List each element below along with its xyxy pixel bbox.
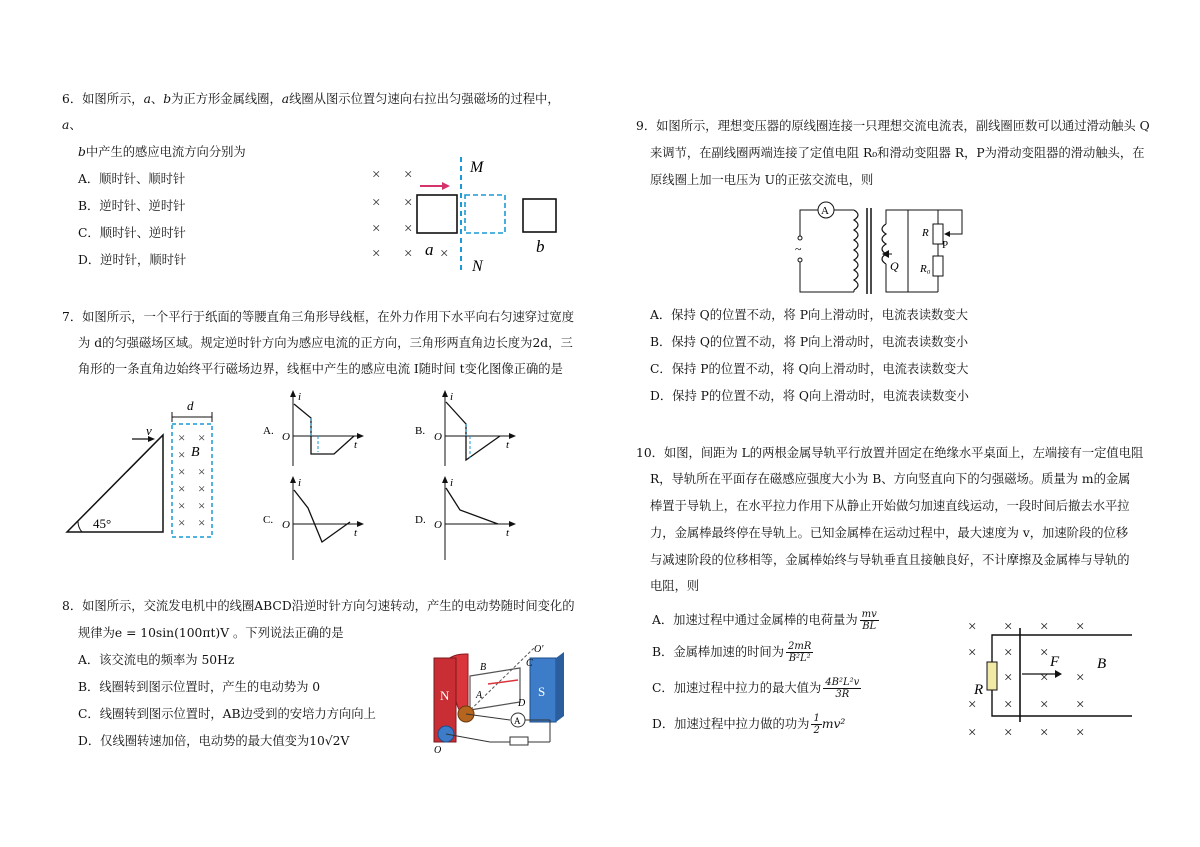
q10-stem-line6: 电阻，则 xyxy=(650,579,700,593)
graph-d-label: D. xyxy=(415,514,426,526)
svg-text:×: × xyxy=(968,725,977,741)
svg-text:×: × xyxy=(1040,619,1049,635)
q10-option-a: A．加速过程中通过金属棒的电荷量为 $\frac{mv}{BL}$ xyxy=(652,609,877,632)
svg-text:×: × xyxy=(198,464,206,479)
q9-option-c: C．保持 P的位置不动，将 Q向上滑动时，电流表读数变大 xyxy=(650,362,969,376)
svg-text:t: t xyxy=(354,527,358,539)
q9-option-d: D．保持 P的位置不动，将 Q向上滑动时，电流表读数变小 xyxy=(650,389,969,403)
svg-text:×: × xyxy=(1004,670,1013,686)
svg-text:×: × xyxy=(1076,725,1085,741)
velocity-arrowhead xyxy=(442,182,450,190)
svg-text:×: × xyxy=(178,430,186,445)
svg-text:×: × xyxy=(372,167,381,183)
q10-option-d: D．加速过程中拉力做的功为 $\frac{1}{2}$ mv² xyxy=(652,713,846,736)
label-n: N xyxy=(440,688,450,703)
svg-text:×: × xyxy=(1004,697,1013,713)
svg-text:×: × xyxy=(1040,697,1049,713)
svg-text:R: R xyxy=(922,227,929,239)
svg-text:×: × xyxy=(968,697,977,713)
svg-text:O': O' xyxy=(534,644,544,655)
q6-option-a: A．顺时针、顺时针 xyxy=(78,172,186,186)
graph-b-label: B. xyxy=(415,425,426,437)
svg-text:D: D xyxy=(518,698,526,709)
label-q: Q xyxy=(890,259,899,273)
svg-text:P: P xyxy=(942,239,949,251)
q7-stem-line2: 为 d的匀强磁场区域。规定逆时针方向为感应电流的正方向，三角形两直角边长度为2d，三 xyxy=(78,336,573,350)
q7-graph-a xyxy=(258,388,368,470)
svg-text:B: B xyxy=(480,662,487,673)
resistor-r0 xyxy=(933,256,943,276)
q9-stem-line3: 原线圈上加一电压为 U的正弦交流电，则 xyxy=(650,173,874,187)
svg-text:×: × xyxy=(1004,645,1013,661)
svg-text:O: O xyxy=(434,431,442,443)
q10-stem-line2: R，导轨所在平面存在磁感应强度大小为 B、方向竖直向下的匀强磁场。质量为 m的金属 xyxy=(650,472,1131,486)
svg-text:t: t xyxy=(506,527,510,539)
svg-text:C: C xyxy=(526,658,533,669)
primary-coil xyxy=(854,210,858,290)
label-b-field: B xyxy=(191,445,200,460)
svg-text:t: t xyxy=(506,439,510,451)
svg-text:×: × xyxy=(968,619,977,635)
q10-option-c: C．加速过程中拉力的最大值为 $\frac{\text{4B²L²v}}{3R}$ xyxy=(652,677,860,700)
q7-graph-d xyxy=(410,474,520,564)
svg-text:O: O xyxy=(434,745,442,756)
q10-stem-line3: 棒置于导轨上，在水平拉力作用下从静止开始做匀加速直线运动，一段时间后撤去水平拉 xyxy=(650,499,1130,513)
q6-stem-line1: 6．如图所示，𝑎、𝑏为正方形金属线圈，𝑎线圈从图示位置匀速向右拉出匀强磁场的过程中， xyxy=(62,92,560,106)
svg-text:×: × xyxy=(178,464,186,479)
svg-text:O: O xyxy=(282,431,290,443)
svg-text:×: × xyxy=(404,167,413,183)
svg-text:A: A xyxy=(514,716,521,726)
svg-text:i: i xyxy=(450,391,454,403)
q6-option-c: C．顺时针、逆时针 xyxy=(78,226,186,240)
q6-figure xyxy=(360,155,570,275)
label-n: N xyxy=(472,258,483,275)
svg-text:×: × xyxy=(1004,725,1013,741)
coil-b xyxy=(523,199,556,232)
triangle-frame xyxy=(67,435,163,532)
graph-a-label: A. xyxy=(263,425,274,437)
svg-text:×: × xyxy=(404,246,413,262)
q8-generator-figure xyxy=(430,640,580,758)
svg-text:×: × xyxy=(178,515,186,530)
label-b: b xyxy=(536,237,545,256)
label-d: d xyxy=(187,398,194,413)
q9-transformer-figure xyxy=(790,196,970,300)
svg-text:O: O xyxy=(434,519,442,531)
svg-text:i: i xyxy=(450,477,454,489)
svg-text:×: × xyxy=(198,515,206,530)
q8-stem-line1: 8．如图所示，交流发电机中的线圈ABCD沿逆时针方向匀速转动，产生的电动势随时间变化的 xyxy=(62,599,575,613)
label-m: M xyxy=(470,159,484,176)
svg-text:×: × xyxy=(198,498,206,513)
q8-option-a: A．该交流电的频率为 50Hz xyxy=(78,653,235,667)
q7-stem-line1: 7．如图所示，一个平行于纸面的等腰直角三角形导线框，在外力作用下水平向右匀速穿过宽度 xyxy=(62,310,574,324)
svg-text:i: i xyxy=(298,477,302,489)
svg-text:R: R xyxy=(974,682,984,698)
ac-source-symbol: ~ xyxy=(795,242,802,256)
coil-a-ghost xyxy=(465,195,505,233)
svg-text:B: B xyxy=(1097,656,1107,672)
q6-stem-line2: 𝑎、 xyxy=(62,118,82,132)
svg-text:×: × xyxy=(968,645,977,661)
svg-text:i: i xyxy=(298,391,302,403)
svg-text:×: × xyxy=(198,481,206,496)
svg-text:×: × xyxy=(178,498,186,513)
q10-rail-figure xyxy=(960,612,1140,742)
svg-text:t: t xyxy=(354,439,358,451)
label-s: S xyxy=(538,684,546,699)
q8-option-c: C．线圈转到图示位置时，AB边受到的安培力方向向上 xyxy=(78,707,376,721)
q6-option-d: D．逆时针，顺时针 xyxy=(78,253,187,267)
svg-text:×: × xyxy=(1076,697,1085,713)
svg-text:×: × xyxy=(372,246,381,262)
svg-text:×: × xyxy=(372,195,381,211)
svg-text:×: × xyxy=(372,221,381,237)
q7-graph-b xyxy=(410,388,520,470)
coil-abcd xyxy=(470,668,520,710)
svg-text:×: × xyxy=(1040,725,1049,741)
svg-text:A: A xyxy=(476,690,483,701)
label-v: v xyxy=(146,423,152,438)
svg-text:F: F xyxy=(1050,654,1060,670)
graph-c-label: C. xyxy=(263,514,274,526)
resistor xyxy=(510,737,528,745)
field-crosses xyxy=(968,619,1084,741)
svg-text:A: A xyxy=(821,205,829,217)
q10-stem-line1: 10．如图，间距为 L的两根金属导轨平行放置并固定在绝缘水平桌面上，左端接有一定值电阻 xyxy=(636,446,1144,460)
q9-option-a: A．保持 Q的位置不动，将 P向上滑动时，电流表读数变大 xyxy=(650,308,968,322)
q9-stem-line2: 来调节，在副线圈两端连接了定值电阻 R₀和滑动变阻器 R，P为滑动变阻器的滑动触头，在 xyxy=(650,146,1145,160)
svg-text:×: × xyxy=(1040,645,1049,661)
svg-text:R₀: R₀ xyxy=(920,263,931,275)
q8-option-b: B．线圈转到图示位置时，产生的电动势为 0 xyxy=(78,680,321,694)
svg-text:×: × xyxy=(198,430,206,445)
svg-text:×: × xyxy=(1076,670,1085,686)
rails xyxy=(992,635,1132,716)
q9-stem-line1: 9．如图所示，理想变压器的原线圈连接一只理想交流电流表，副线圈匝数可以通过滑动触头 Q xyxy=(636,119,1150,133)
q7-graph-c xyxy=(258,474,368,564)
svg-text:×: × xyxy=(178,447,186,462)
q10-stem-line4: 力，金属棒最终停在导轨上。已知金属棒在运动过程中，最大速度为 v，加速阶段的位移 xyxy=(650,526,1129,540)
coil-a xyxy=(417,195,457,233)
svg-text:×: × xyxy=(1004,619,1013,635)
q10-stem-line5: 与减速阶段的位移相等，金属棒始终与导轨垂直且接触良好，不计摩擦及金属棒与导轨的 xyxy=(650,553,1130,567)
secondary-coil xyxy=(882,224,886,264)
svg-text:×: × xyxy=(1076,619,1085,635)
svg-text:×: × xyxy=(440,246,449,262)
svg-text:O: O xyxy=(282,519,290,531)
svg-text:×: × xyxy=(1040,670,1049,686)
q6-option-b: B．逆时针、逆时针 xyxy=(78,199,186,213)
q7-stem-line3: 角形的一条直角边始终平行磁场边界，线框中产生的感应电流 I随时间 t变化图像正确的是 xyxy=(78,362,563,376)
svg-text:×: × xyxy=(404,221,413,237)
angle-label: 45° xyxy=(93,516,112,531)
q8-option-d: D．仅线圈转速加倍，电动势的最大值变为10√2V xyxy=(78,734,350,748)
resistor-r xyxy=(987,662,997,690)
q7-figure xyxy=(60,395,235,545)
label-a: a xyxy=(425,240,434,259)
svg-text:×: × xyxy=(404,195,413,211)
svg-text:×: × xyxy=(178,481,186,496)
q10-option-b: B．金属棒加速的时间为 $\frac{2mR}{\text{B²L²}}$ xyxy=(652,641,812,664)
q9-option-b: B．保持 Q的位置不动，将 P向上滑动时，电流表读数变小 xyxy=(650,335,969,349)
magnetic-field-crosses xyxy=(372,167,448,262)
q8-stem-line2: 规律为e = 10sin(100πt)V 。下列说法正确的是 xyxy=(78,626,344,640)
q6-stem-line3: 𝑏中产生的感应电流方向分别为 xyxy=(78,145,246,159)
